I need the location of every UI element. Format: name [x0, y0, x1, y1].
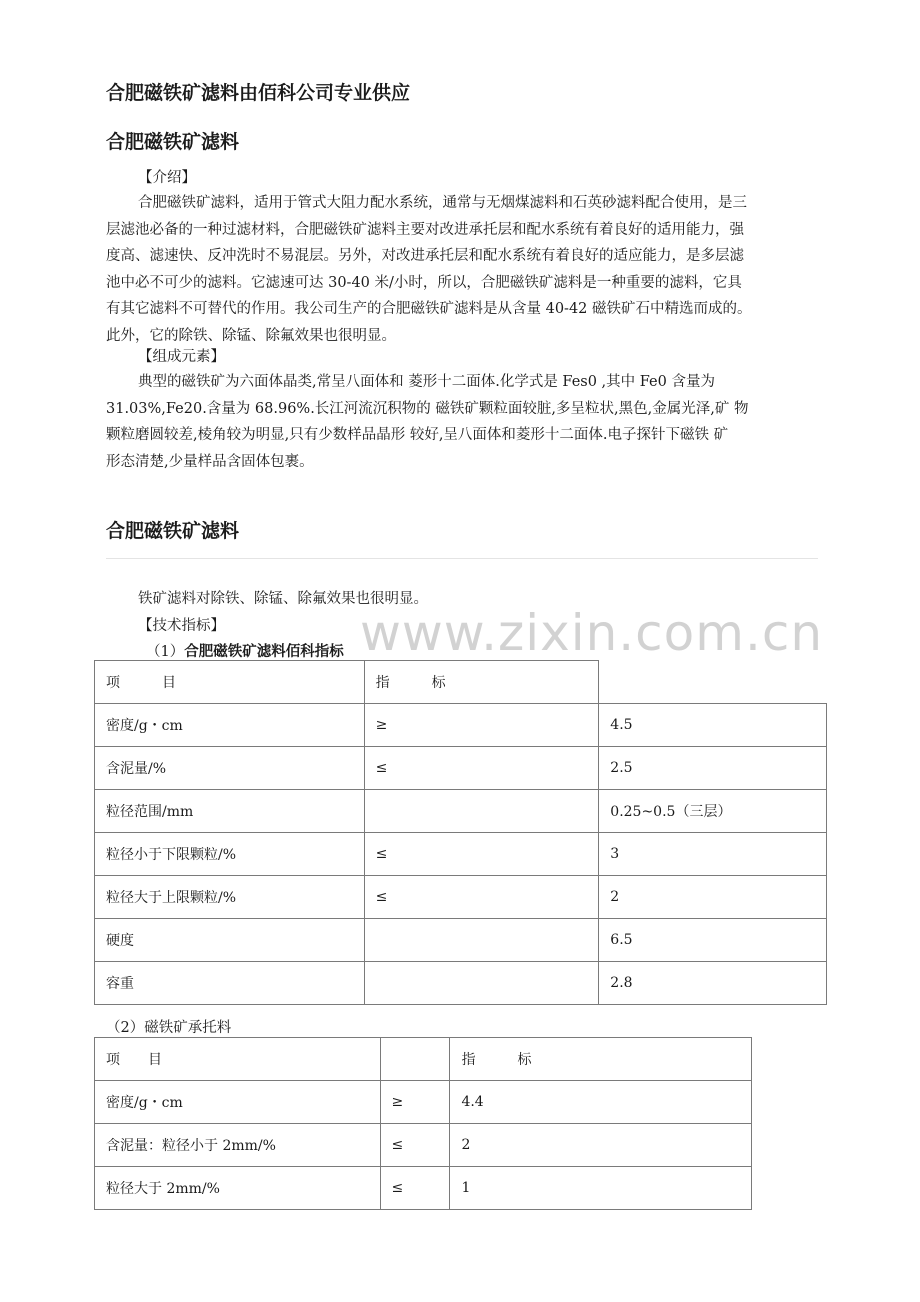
value-cell: 2.5 [599, 747, 827, 790]
watermark: www.zixin.com.cn [360, 604, 824, 662]
table-row [95, 747, 827, 790]
intro-line: 有其它滤料不可替代的作用。我公司生产的合肥磁铁矿滤料是从含量 40-42 磁铁矿石中精选而成的。 [106, 301, 752, 317]
value-cell: 1 [450, 1167, 752, 1210]
table-row [95, 1081, 752, 1124]
item-cell: 含泥量/% [95, 747, 365, 790]
operator-cell: ≥ [380, 1081, 450, 1124]
table1-caption-title: 合肥磁铁矿滤料佰科指标 [184, 644, 344, 660]
section-heading-2: 合肥磁铁矿滤料 [106, 520, 240, 542]
operator-cell [364, 919, 599, 962]
intro-line: 此外，它的除铁、除锰、除氟效果也很明显。 [106, 327, 396, 344]
composition-label: 【组成元素】 [138, 349, 225, 365]
header-empty-cell [599, 661, 827, 704]
operator-cell: ≤ [364, 747, 599, 790]
intro-line: 层滤池必备的一种过滤材料，合肥磁铁矿滤料主要对改进承托层和配水系统有着良好的适用能力，强 [106, 221, 744, 238]
composition-line: 形态清楚,少量样品含固体包裹。 [106, 453, 314, 470]
table-row [95, 919, 827, 962]
value-cell: 2 [599, 876, 827, 919]
operator-cell [364, 790, 599, 833]
value-cell: 6.5 [599, 919, 827, 962]
value-cell: 2 [450, 1124, 752, 1167]
operator-cell: ≤ [364, 876, 599, 919]
table-row [95, 1124, 752, 1167]
composition-line: 颗粒磨圆较差,棱角较为明显,只有少数样品晶形 较好,呈八面体和菱形十二面体.电子探针下磁铁 矿 [106, 427, 729, 443]
table-row [95, 833, 827, 876]
intro-line: 池中必不可少的滤料。它滤速可达 30-40 米/小时，所以，合肥磁铁矿滤料是一种重要的滤料，它具 [106, 274, 742, 291]
operator-cell [364, 962, 599, 1005]
header-operator-cell [380, 1038, 450, 1081]
header-index-cell: 指 标 [450, 1038, 752, 1081]
item-cell: 含泥量：粒径小于 2mm/% [95, 1124, 381, 1167]
operator-cell: ≤ [380, 1167, 450, 1210]
table-row [95, 790, 827, 833]
item-cell: 粒径小于下限颗粒/% [95, 833, 365, 876]
header-item-cell: 项 目 [95, 661, 365, 704]
intro-paragraph [106, 190, 846, 349]
operator-cell: ≥ [364, 704, 599, 747]
section-heading-1: 合肥磁铁矿滤料 [106, 131, 240, 153]
item-cell: 粒径范围/mm [95, 790, 365, 833]
filter-note: 铁矿滤料对除铁、除锰、除氟效果也很明显。 [138, 591, 428, 607]
spec-table-1 [94, 660, 827, 1005]
value-cell: 3 [599, 833, 827, 876]
table1-caption-prefix: （1） [146, 644, 185, 660]
table2-caption: （2）磁铁矿承托料 [106, 1020, 232, 1036]
item-cell: 粒径大于 2mm/% [95, 1167, 381, 1210]
table-header-row [95, 661, 827, 704]
value-cell: 4.5 [599, 704, 827, 747]
page-title: 合肥磁铁矿滤料由佰科公司专业供应 [106, 82, 411, 104]
header-item-cell: 项 目 [95, 1038, 381, 1081]
item-cell: 硬度 [95, 919, 365, 962]
tech-label: 【技术指标】 [138, 618, 225, 634]
table-row [95, 962, 827, 1005]
header-index-cell: 指 标 [364, 661, 599, 704]
table-row [95, 1167, 752, 1210]
value-cell: 0.25~0.5（三层） [599, 790, 827, 833]
table1-caption [146, 640, 344, 661]
item-cell: 密度/g・cm [95, 1081, 381, 1124]
table-row [95, 704, 827, 747]
value-cell: 2.8 [599, 962, 827, 1005]
composition-paragraph [106, 369, 846, 475]
intro-line: 度高、滤速快、反冲洗时不易混层。另外，对改进承托层和配水系统有着良好的适应能力，是多层滤 [106, 248, 744, 264]
value-cell: 4.4 [450, 1081, 752, 1124]
operator-cell: ≤ [380, 1124, 450, 1167]
item-cell: 密度/g・cm [95, 704, 365, 747]
composition-line: 典型的磁铁矿为六面体晶类,常呈八面体和 菱形十二面体.化学式是 Fes0 ,其中 Fe0 含量为 [138, 374, 715, 390]
item-cell: 粒径大于上限颗粒/% [95, 876, 365, 919]
spec-table-2 [94, 1037, 752, 1210]
intro-line: 合肥磁铁矿滤料，适用于管式大阻力配水系统，通常与无烟煤滤料和石英砂滤料配合使用，是三 [138, 195, 747, 211]
table-header-row [95, 1038, 752, 1081]
intro-label: 【介绍】 [138, 170, 196, 186]
composition-line: 31.03%,Fe20.含量为 68.96%.长江河流沉积物的 磁铁矿颗粒面较脏,多呈粒状,黑色,金属光泽,矿 物 [106, 400, 749, 417]
table-row [95, 876, 827, 919]
section-divider [106, 558, 818, 559]
item-cell: 容重 [95, 962, 365, 1005]
operator-cell: ≤ [364, 833, 599, 876]
